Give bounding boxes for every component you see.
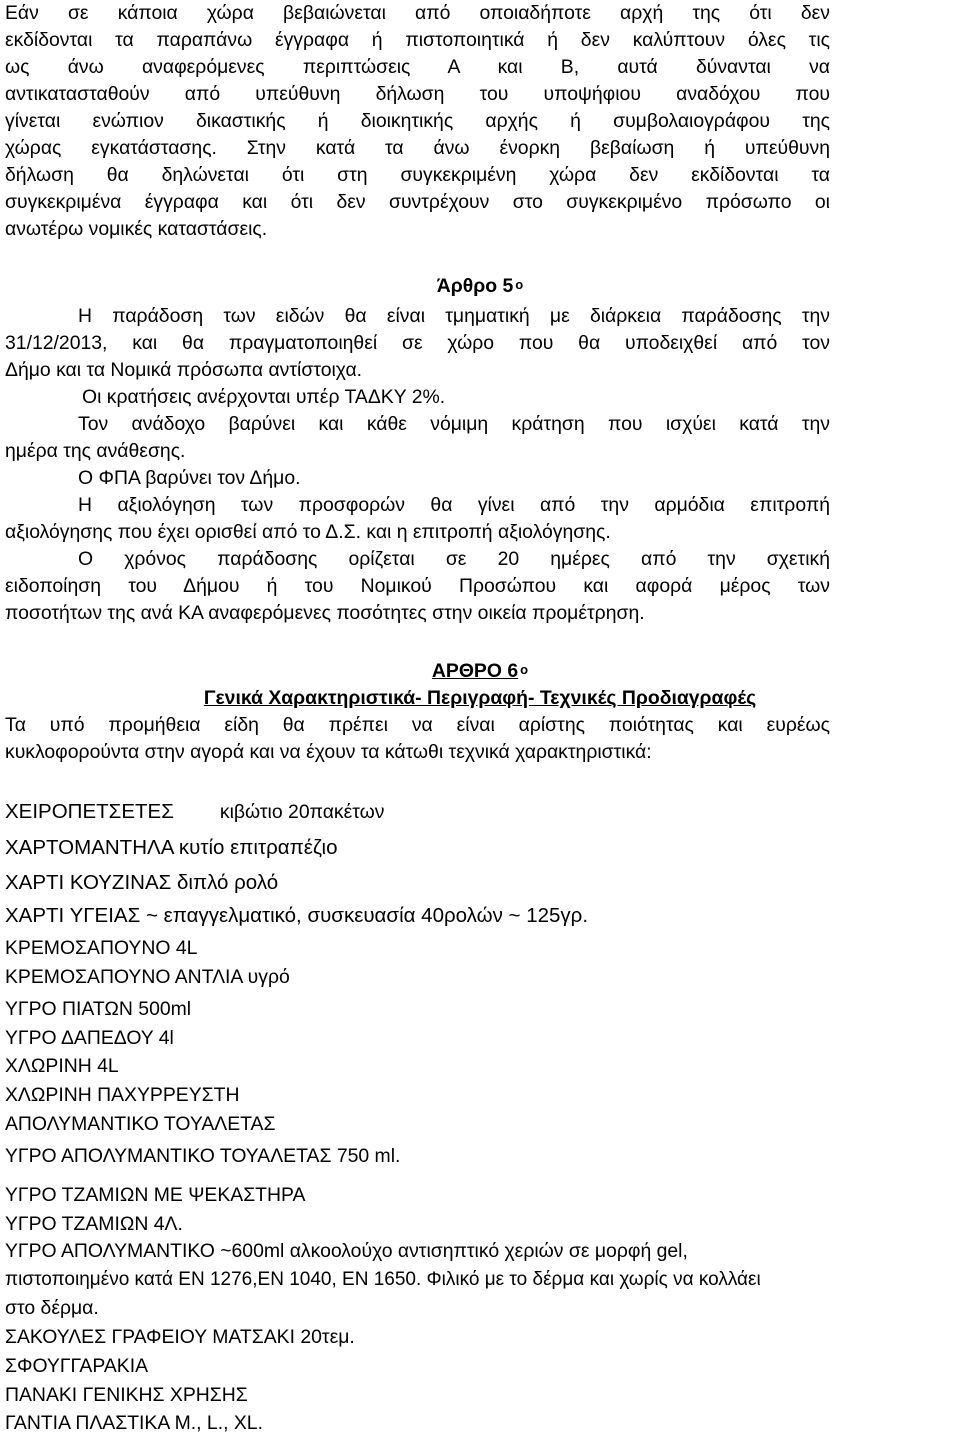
article-5-heading	[0, 273, 960, 301]
list-item: ΓΑΝΤΙΑ ΠΛΑΣΤΙΚΑ Μ., L., XL.	[5, 1412, 263, 1434]
paragraph-line: 31/12/2013, και θα πραγματοποιηθεί σε χώρο που θα υποδειχθεί από τον	[5, 332, 830, 354]
list-item: ΚΡΕΜΟΣΑΠΟΥΝΟ ΑΝΤΛΙΑ υγρό	[5, 966, 290, 988]
article-6-heading-text: ΑΡΘΡΟ 6	[431, 660, 519, 682]
list-item: ΥΓΡΟ ΤΖΑΜΙΩΝ 4Λ.	[5, 1213, 183, 1235]
list-item: ΣΑΚΟΥΛΕΣ ΓΡΑΦΕΙΟΥ ΜΑΤΣΑΚΙ 20τεμ.	[5, 1326, 355, 1348]
paragraph-line: ως άνω αναφερόμενες περιπτώσεις Α και Β, αυτά δύνανται να	[5, 56, 830, 78]
list-item: ΥΓΡΟ ΠΙΑΤΩΝ 500ml	[5, 998, 192, 1020]
paragraph-line: Οι κρατήσεις ανέρχονται υπέρ ΤΑΔΚΥ 2%.	[82, 386, 446, 408]
list-item: ΥΓΡΟ ΑΠΟΛΥΜΑΝΤΙΚΟ ~600ml αλκοολούχο αντισηπτικό χεριών σε μορφή gel,	[5, 1240, 688, 1262]
list-item: ΧΛΩΡΙΝΗ ΠΑΧΥΡΡΕΥΣΤΗ	[5, 1084, 240, 1106]
article-5-heading-superscript: ο	[515, 277, 524, 292]
paragraph-line: δήλωση θα δηλώνεται ότι στη συγκεκριμένη χώρα δεν εκδίδονται τα	[5, 164, 830, 186]
list-item: ΣΦΟΥΓΓΑΡΑΚΙΑ	[5, 1355, 149, 1377]
list-item: ΚΡΕΜΟΣΑΠΟΥΝΟ 4L	[5, 937, 198, 959]
list-item: ΥΓΡΟ ΤΖΑΜΙΩΝ ΜΕ ΨΕΚΑΣΤΗΡΑ	[5, 1184, 306, 1206]
article-6-subheading	[0, 685, 960, 712]
list-item: ΥΓΡΟ ΑΠΟΛΥΜΑΝΤΙΚΟ ΤΟΥΑΛΕΤΑΣ 750 ml.	[5, 1145, 401, 1167]
paragraph-line: ανωτέρω νομικές καταστάσεις.	[5, 218, 268, 240]
paragraph-line: συγκεκριμένα έγγραφα και ότι δεν συντρέχουν στο συγκεκριμένο πρόσωπο οι	[5, 191, 830, 213]
article-6-heading-superscript: ο	[520, 662, 529, 677]
list-item: στο δέρμα.	[5, 1297, 99, 1319]
paragraph-line: Ο ΦΠΑ βαρύνει τον Δήμο.	[78, 467, 301, 489]
paragraph-line: Η αξιολόγηση των προσφορών θα γίνει από την αρμόδια επιτροπή	[78, 494, 830, 516]
article-6-heading	[0, 658, 960, 686]
paragraph-line: αξιολόγησης που έχει ορισθεί από το Δ.Σ. και η επιτροπή αξιολόγησης.	[5, 521, 611, 543]
paragraph-line: αντικατασταθούν από υπεύθυνη δήλωση του υποψήφιου αναδόχου που	[5, 83, 830, 105]
paragraph-line: εκδίδονται τα παραπάνω έγγραφα ή πιστοποιητικά ή δεν καλύπτουν όλες τις	[5, 29, 830, 51]
list-item: πιστοποιημένο κατά ΕΝ 1276,ΕΝ 1040, ΕΝ 1650. Φιλικό με το δέρμα και χωρίς να κολλάει	[5, 1269, 761, 1290]
paragraph-line: γίνεται ενώπιον δικαστικής ή διοικητικής αρχής ή συμβολαιογράφου της	[5, 110, 830, 132]
paragraph-line: Τα υπό προμήθεια είδη θα πρέπει να είναι αρίστης ποιότητας και ευρέως	[5, 714, 830, 736]
paragraph-line: ειδοποίηση του Δήμου ή του Νομικού Προσώπου και αφορά μέρος των	[5, 575, 830, 597]
list-item: ΠΑΝΑΚΙ ΓΕΝΙΚΗΣ ΧΡΗΣΗΣ	[5, 1384, 248, 1406]
list-item: ΧΛΩΡΙΝΗ 4L	[5, 1055, 119, 1077]
paragraph-line: χώρας εγκατάστασης. Στην κατά τα άνω ένορκη βεβαίωση ή υπεύθυνη	[5, 137, 830, 159]
paragraph-line: Εάν σε κάποια χώρα βεβαιώνεται από οποιαδήποτε αρχή της ότι δεν	[5, 2, 830, 24]
item-name: ΧΕΙΡΟΠΕΤΣΕΤΕΣ	[5, 800, 174, 823]
list-item: ΧΑΡΤΙ ΚΟΥΖΙΝΑΣ διπλό ρολό	[5, 871, 279, 894]
list-item: ΧΑΡΤΙ ΥΓΕΙΑΣ ~ επαγγελματικό, συσκευασία 40ρολών ~ 125γρ.	[5, 904, 589, 927]
paragraph-line: ημέρα της ανάθεσης.	[5, 440, 186, 462]
article-6-subheading-text: Γενικά Χαρακτηριστικά- Περιγραφή- Τεχνικές Προδιαγραφές	[203, 687, 757, 709]
list-item: ΥΓΡΟ ΔΑΠΕΔΟΥ 4l	[5, 1027, 174, 1049]
paragraph-line: Η παράδοση των ειδών θα είναι τμηματική με διάρκεια παράδοσης την	[78, 305, 830, 327]
paragraph-line: Τον ανάδοχο βαρύνει και κάθε νόμιμη κράτηση που ισχύει κατά την	[78, 413, 830, 435]
paragraph-line: Ο χρόνος παράδοσης ορίζεται σε 20 ημέρες από την σχετική	[78, 548, 830, 570]
article-5-heading-text: Άρθρο 5	[436, 275, 514, 297]
list-item: ΑΠΟΛΥΜΑΝΤΙΚΟ ΤΟΥΑΛΕΤΑΣ	[5, 1113, 276, 1135]
list-item: ΧΑΡΤΟΜΑΝΤΗΛΑ κυτίο επιτραπέζιο	[5, 836, 338, 859]
paragraph-line: Δήμο και τα Νομικά πρόσωπα αντίστοιχα.	[5, 359, 363, 381]
paragraph-line: κυκλοφορούντα στην αγορά και να έχουν τα κάτωθι τεχνικά χαρακτηριστικά:	[5, 741, 652, 763]
paragraph-line: ποσοτήτων της ανά ΚΑ αναφερόμενες ποσότητες στην οικεία προμέτρηση.	[5, 602, 645, 624]
item-description: κιβώτιο 20πακέτων	[219, 801, 385, 823]
list-item	[5, 798, 384, 826]
